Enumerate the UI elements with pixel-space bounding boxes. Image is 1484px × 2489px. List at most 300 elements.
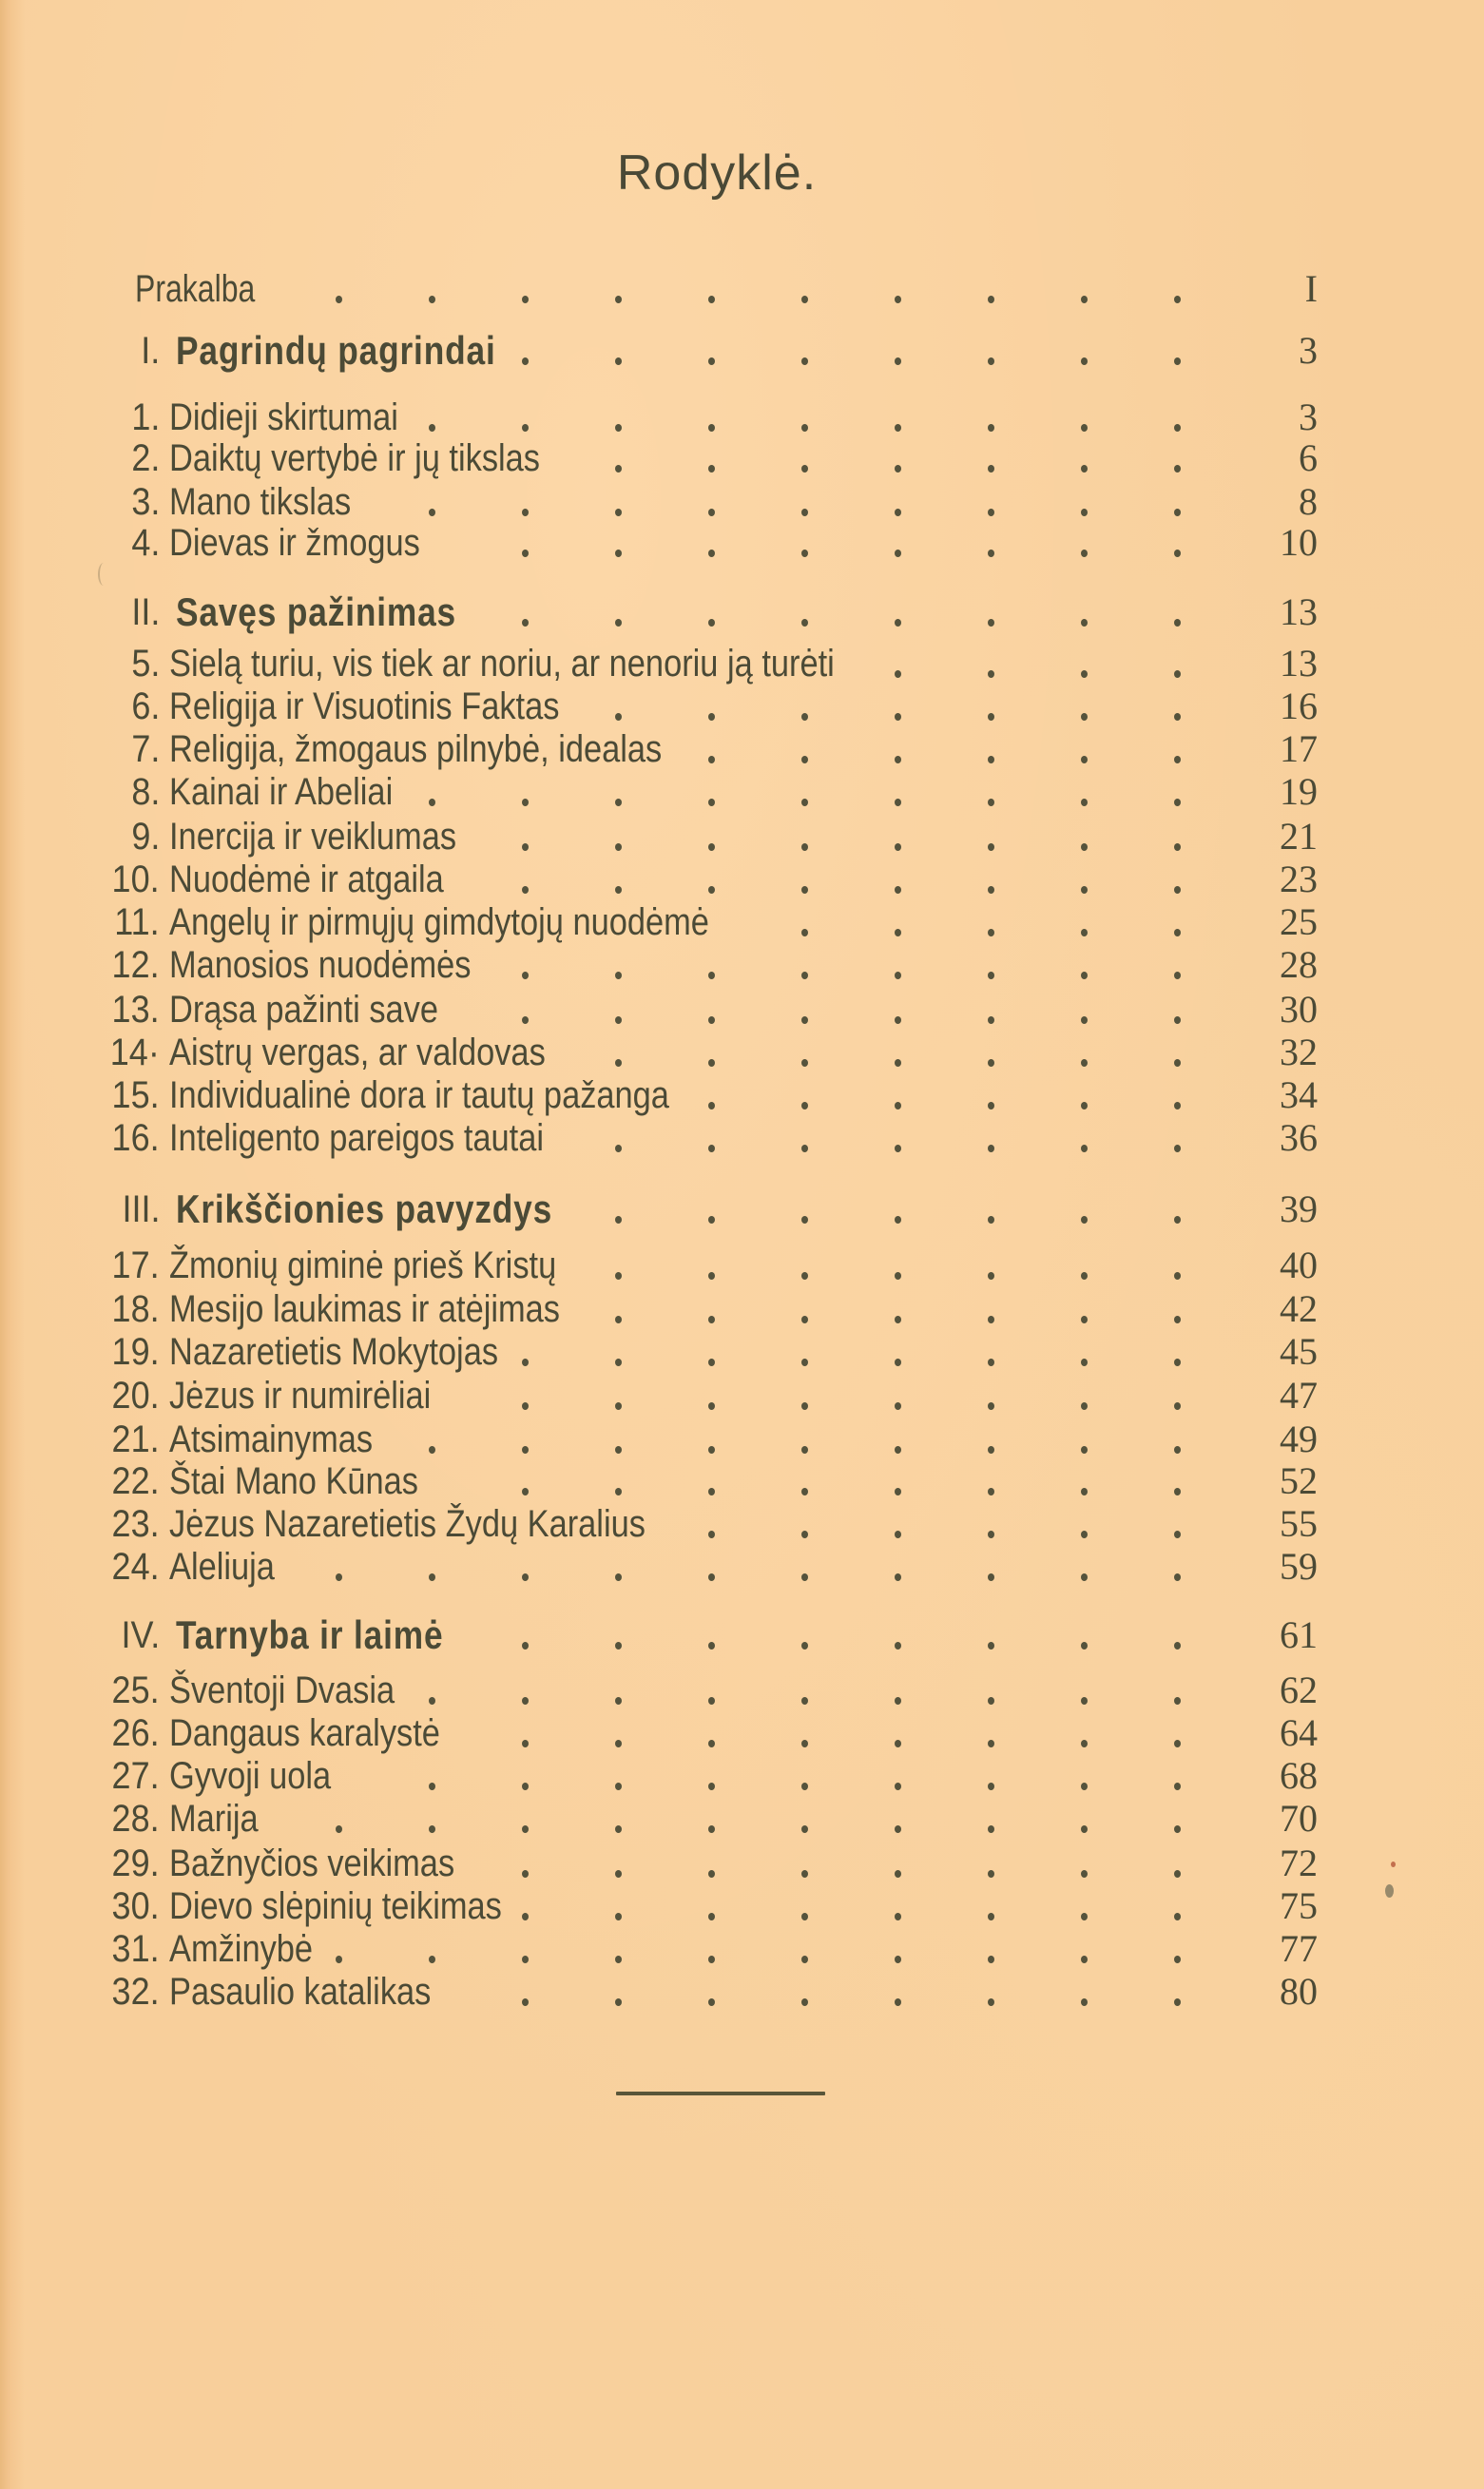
leader-dot xyxy=(615,1359,622,1366)
entry-title: Prakalba xyxy=(135,268,256,310)
entry-page-number: 10 xyxy=(1280,521,1318,564)
entry-number: 25. xyxy=(111,1669,160,1711)
leader-dot xyxy=(988,756,994,763)
entry-number: III. xyxy=(121,1188,160,1230)
entry-page-number: 47 xyxy=(1280,1374,1318,1417)
leader-dot xyxy=(895,1740,901,1747)
leader-dot xyxy=(988,713,994,721)
entry-number: 10. xyxy=(111,859,160,900)
leader-dot xyxy=(522,1956,529,1963)
entry-title: Pagrindų pagrindai xyxy=(176,328,496,373)
toc-entry xyxy=(0,1842,1484,1885)
entry-number: 9. xyxy=(130,816,160,858)
leader-dot xyxy=(615,1016,622,1024)
leader-dot xyxy=(1174,1016,1181,1024)
leader-dot xyxy=(1081,1488,1088,1495)
leader-dot xyxy=(988,1740,994,1747)
toc-entry xyxy=(0,1031,1484,1074)
leader-dot xyxy=(522,1913,529,1920)
leader-dot xyxy=(1174,929,1181,936)
entry-title: Amžinybė xyxy=(169,1928,314,1970)
toc-entry xyxy=(0,480,1484,524)
leader-dot xyxy=(1081,1573,1088,1581)
leader-dot xyxy=(1081,843,1088,851)
leader-dot xyxy=(1081,1998,1088,2006)
leader-dot xyxy=(708,1216,715,1224)
entry-page-number: 23 xyxy=(1280,858,1318,900)
leader-dot xyxy=(522,1488,529,1495)
leader-dot xyxy=(615,1642,622,1650)
leader-dot xyxy=(708,713,715,721)
leader-dot xyxy=(801,1642,808,1650)
entry-title: Didieji skirtumai xyxy=(169,396,398,438)
leader-dot xyxy=(522,1573,529,1581)
leader-dot xyxy=(615,1913,622,1920)
leader-dot xyxy=(1081,972,1088,979)
leader-dot xyxy=(1174,1697,1181,1705)
paper-speck xyxy=(1385,1884,1394,1898)
leader-dot xyxy=(988,1913,994,1920)
entry-page-number: 3 xyxy=(1299,396,1318,438)
entry-title: Žmonių giminė prieš Kristų xyxy=(169,1244,557,1286)
leader-dot xyxy=(336,1573,342,1581)
entry-page-number: I xyxy=(1304,267,1318,310)
entry-title: Kainai ir Abeliai xyxy=(169,771,394,813)
entry-title: Drąsa pažinti save xyxy=(169,989,438,1031)
leader-dot xyxy=(895,509,901,516)
leader-dot xyxy=(895,550,901,557)
leader-dot xyxy=(615,357,622,365)
leader-dot xyxy=(1174,799,1181,806)
leader-dot xyxy=(801,1913,808,1920)
leader-dot xyxy=(895,1531,901,1538)
leader-dot xyxy=(1174,465,1181,473)
leader-dot xyxy=(522,296,529,303)
leader-dot xyxy=(895,357,901,365)
leader-dot xyxy=(1081,799,1088,806)
leader-dot xyxy=(1174,756,1181,763)
leader-dot xyxy=(1081,1740,1088,1747)
leader-dot xyxy=(801,1059,808,1067)
leader-dot xyxy=(1081,619,1088,627)
entry-number: 4. xyxy=(130,522,160,564)
leader-dot xyxy=(988,929,994,936)
closing-rule xyxy=(616,2092,825,2095)
leader-dot xyxy=(615,1697,622,1705)
toc-entry xyxy=(0,815,1484,859)
leader-dot xyxy=(708,424,715,432)
entry-title: Daiktų vertybė ir jų tikslas xyxy=(169,437,540,479)
leader-dot xyxy=(801,550,808,557)
entry-page-number: 13 xyxy=(1280,590,1318,633)
leader-dot xyxy=(708,1316,715,1323)
leader-dot xyxy=(801,296,808,303)
leader-dot xyxy=(895,1359,901,1366)
entry-page-number: 59 xyxy=(1280,1545,1318,1588)
leader-dot xyxy=(988,1531,994,1538)
leader-dot xyxy=(522,1870,529,1878)
leader-dot xyxy=(988,1488,994,1495)
entry-number: 16. xyxy=(111,1117,160,1159)
leader-dot xyxy=(895,1102,901,1109)
leader-dot xyxy=(522,1016,529,1024)
entry-number: 22. xyxy=(111,1460,160,1502)
leader-dot xyxy=(895,1956,901,1963)
leader-dot xyxy=(1081,756,1088,763)
leader-dot xyxy=(895,972,901,979)
leader-dot xyxy=(708,843,715,851)
leader-dot xyxy=(1174,1402,1181,1410)
leader-dot xyxy=(1174,1145,1181,1152)
leader-dot xyxy=(708,1145,715,1152)
leader-dot xyxy=(708,1870,715,1878)
entry-title: Religija ir Visuotinis Faktas xyxy=(169,685,560,727)
entry-page-number: 52 xyxy=(1280,1459,1318,1502)
leader-dot xyxy=(708,465,715,473)
leader-dot xyxy=(615,509,622,516)
leader-dot xyxy=(708,1573,715,1581)
leader-dot xyxy=(1081,1870,1088,1878)
leader-dot xyxy=(895,1059,901,1067)
entry-title: Mano tikslas xyxy=(169,481,352,523)
entry-page-number: 39 xyxy=(1280,1187,1318,1230)
leader-dot xyxy=(801,1870,808,1878)
margin-pencil-mark xyxy=(98,563,109,586)
entry-page-number: 64 xyxy=(1280,1711,1318,1754)
toc-entry xyxy=(0,943,1484,987)
entry-number: 8. xyxy=(130,771,160,813)
leader-dot xyxy=(801,886,808,894)
leader-dot xyxy=(1081,509,1088,516)
leader-dot xyxy=(615,1316,622,1323)
leader-dot xyxy=(708,550,715,557)
leader-dot xyxy=(615,1402,622,1410)
leader-dot xyxy=(988,465,994,473)
leader-dot xyxy=(1081,1102,1088,1109)
leader-dot xyxy=(1174,1870,1181,1878)
toc-entry xyxy=(0,1669,1484,1712)
leader-dot xyxy=(988,1642,994,1650)
leader-dot xyxy=(429,296,435,303)
leader-dot xyxy=(708,1446,715,1454)
leader-dot xyxy=(801,756,808,763)
leader-dot xyxy=(1174,670,1181,678)
toc-entry xyxy=(0,1418,1484,1461)
leader-dot xyxy=(429,1697,435,1705)
toc-section-heading xyxy=(0,1613,1484,1657)
entry-title: Šventoji Dvasia xyxy=(169,1669,395,1711)
leader-dot xyxy=(895,713,901,721)
leader-dot xyxy=(1174,1488,1181,1495)
entry-title: Inercija ir veiklumas xyxy=(169,816,457,858)
entry-page-number: 17 xyxy=(1280,727,1318,770)
leader-dot xyxy=(988,1697,994,1705)
entry-page-number: 16 xyxy=(1280,685,1318,727)
leader-dot xyxy=(801,1573,808,1581)
leader-dot xyxy=(615,886,622,894)
entry-number: 12. xyxy=(111,944,160,986)
toc-entry xyxy=(0,1502,1484,1546)
entry-title: Aistrų vergas, ar valdovas xyxy=(169,1032,546,1073)
entry-number: 6. xyxy=(130,685,160,727)
entry-number: 27. xyxy=(111,1755,160,1797)
toc-entry xyxy=(0,900,1484,944)
leader-dot xyxy=(988,1998,994,2006)
toc-entry xyxy=(0,642,1484,685)
leader-dot xyxy=(429,424,435,432)
leader-dot xyxy=(1174,1359,1181,1366)
leader-dot xyxy=(895,619,901,627)
leader-dot xyxy=(1174,1272,1181,1280)
leader-dot xyxy=(1174,357,1181,365)
leader-dot xyxy=(1174,1573,1181,1581)
entry-title: Mesijo laukimas ir atėjimas xyxy=(169,1288,561,1330)
leader-dot xyxy=(895,1642,901,1650)
leader-dot xyxy=(1081,670,1088,678)
leader-dot xyxy=(708,357,715,365)
leader-dot xyxy=(801,1272,808,1280)
toc-entry xyxy=(0,685,1484,728)
entry-number: 32. xyxy=(111,1971,160,2013)
leader-dot xyxy=(801,1783,808,1790)
entry-title: Jėzus Nazaretietis Žydų Karalius xyxy=(169,1503,646,1545)
entry-page-number: 30 xyxy=(1280,988,1318,1031)
toc-section-heading xyxy=(0,1187,1484,1231)
leader-dot xyxy=(1081,1642,1088,1650)
leader-dot xyxy=(895,1913,901,1920)
leader-dot xyxy=(801,1488,808,1495)
leader-dot xyxy=(522,619,529,627)
leader-dot xyxy=(708,1402,715,1410)
entry-page-number: 13 xyxy=(1280,642,1318,685)
toc-entry xyxy=(0,1330,1484,1374)
entry-number: 3. xyxy=(130,481,160,523)
toc-entry xyxy=(0,1073,1484,1117)
leader-dot xyxy=(708,1783,715,1790)
entry-title: Atsimainymas xyxy=(169,1418,374,1460)
leader-dot xyxy=(1081,1016,1088,1024)
entry-number: 23. xyxy=(111,1503,160,1545)
entry-page-number: 49 xyxy=(1280,1418,1318,1460)
entry-page-number: 70 xyxy=(1280,1797,1318,1840)
entry-page-number: 45 xyxy=(1280,1330,1318,1373)
leader-dot xyxy=(429,1956,435,1963)
entry-number: II. xyxy=(130,591,160,633)
leader-dot xyxy=(801,1825,808,1833)
leader-dot xyxy=(988,1402,994,1410)
entry-page-number: 32 xyxy=(1280,1031,1318,1073)
leader-dot xyxy=(708,1642,715,1650)
entry-number: 26. xyxy=(111,1712,160,1754)
leader-dot xyxy=(895,1998,901,2006)
leader-dot xyxy=(1081,1446,1088,1454)
leader-dot xyxy=(988,670,994,678)
leader-dot xyxy=(1081,1956,1088,1963)
leader-dot xyxy=(801,1016,808,1024)
leader-dot xyxy=(708,1998,715,2006)
entry-page-number: 21 xyxy=(1280,815,1318,858)
leader-dot xyxy=(988,509,994,516)
leader-dot xyxy=(522,1697,529,1705)
leader-dot xyxy=(522,972,529,979)
leader-dot xyxy=(708,1488,715,1495)
leader-dot xyxy=(429,509,435,516)
entry-page-number: 62 xyxy=(1280,1669,1318,1711)
leader-dot xyxy=(895,670,901,678)
entry-number: 30. xyxy=(111,1885,160,1927)
entry-page-number: 40 xyxy=(1280,1244,1318,1286)
toc-entry xyxy=(0,727,1484,771)
entry-number: 19. xyxy=(111,1331,160,1373)
leader-dot xyxy=(522,886,529,894)
leader-dot xyxy=(615,550,622,557)
entry-number: 2. xyxy=(130,437,160,479)
leader-dot xyxy=(1174,1316,1181,1323)
paper-speck xyxy=(1391,1862,1396,1867)
leader-dot xyxy=(895,1697,901,1705)
leader-dot xyxy=(1174,1531,1181,1538)
entry-number: 24. xyxy=(111,1546,160,1588)
leader-dot xyxy=(1081,1913,1088,1920)
leader-dot xyxy=(895,1573,901,1581)
entry-title: Gyvoji uola xyxy=(169,1755,332,1797)
leader-dot xyxy=(708,1956,715,1963)
leader-dot xyxy=(988,424,994,432)
entry-page-number: 36 xyxy=(1280,1116,1318,1159)
leader-dot xyxy=(615,1740,622,1747)
leader-dot xyxy=(1174,1913,1181,1920)
leader-dot xyxy=(988,972,994,979)
leader-dot xyxy=(1174,1825,1181,1833)
entry-number: I. xyxy=(140,330,160,372)
leader-dot xyxy=(522,1740,529,1747)
leader-dot xyxy=(801,1359,808,1366)
leader-dot xyxy=(988,1059,994,1067)
leader-dot xyxy=(1174,1102,1181,1109)
entry-number: 31. xyxy=(111,1928,160,1970)
toc-section-heading xyxy=(0,329,1484,373)
leader-dot xyxy=(708,1697,715,1705)
toc-entry xyxy=(0,521,1484,565)
leader-dot xyxy=(988,1272,994,1280)
entry-number: 7. xyxy=(130,728,160,770)
leader-dot xyxy=(1081,1825,1088,1833)
leader-dot xyxy=(895,1870,901,1878)
leader-dot xyxy=(988,296,994,303)
leader-dot xyxy=(1081,357,1088,365)
leader-dot xyxy=(988,1870,994,1878)
leader-dot xyxy=(988,1016,994,1024)
leader-dot xyxy=(522,799,529,806)
leader-dot xyxy=(708,1531,715,1538)
leader-dot xyxy=(1081,1272,1088,1280)
entry-number: 29. xyxy=(111,1843,160,1884)
leader-dot xyxy=(801,619,808,627)
leader-dot xyxy=(1081,886,1088,894)
leader-dot xyxy=(895,1316,901,1323)
leader-dot xyxy=(522,424,529,432)
toc-preface-entry xyxy=(0,267,1484,311)
leader-dot xyxy=(708,296,715,303)
leader-dot xyxy=(1081,1145,1088,1152)
entry-number: 21. xyxy=(111,1418,160,1460)
leader-dot xyxy=(522,1359,529,1366)
toc-entry xyxy=(0,1797,1484,1841)
leader-dot xyxy=(801,1102,808,1109)
leader-dot xyxy=(988,619,994,627)
leader-dot xyxy=(1174,843,1181,851)
leader-dot xyxy=(801,1446,808,1454)
leader-dot xyxy=(522,509,529,516)
leader-dot xyxy=(988,357,994,365)
leader-dot xyxy=(708,1016,715,1024)
entry-number: 15. xyxy=(111,1074,160,1116)
entry-title: Inteligento pareigos tautai xyxy=(169,1117,544,1159)
leader-dot xyxy=(801,465,808,473)
entry-title: Jėzus ir numirėliai xyxy=(169,1375,432,1417)
leader-dot xyxy=(429,1446,435,1454)
toc-entry xyxy=(0,988,1484,1032)
leader-dot xyxy=(895,799,901,806)
leader-dot xyxy=(708,1059,715,1067)
leader-dot xyxy=(801,1216,808,1224)
toc-entry xyxy=(0,1287,1484,1331)
entry-page-number: 72 xyxy=(1280,1842,1318,1884)
leader-dot xyxy=(1174,550,1181,557)
leader-dot xyxy=(988,1446,994,1454)
leader-dot xyxy=(1081,1531,1088,1538)
leader-dot xyxy=(1174,713,1181,721)
leader-dot xyxy=(801,1740,808,1747)
entry-title: Savęs pažinimas xyxy=(176,589,456,634)
leader-dot xyxy=(708,972,715,979)
leader-dot xyxy=(1081,550,1088,557)
entry-page-number: 68 xyxy=(1280,1754,1318,1797)
leader-dot xyxy=(522,1446,529,1454)
leader-dot xyxy=(895,1272,901,1280)
leader-dot xyxy=(988,843,994,851)
leader-dot xyxy=(1174,1216,1181,1224)
leader-dot xyxy=(615,1059,622,1067)
leader-dot xyxy=(1174,1740,1181,1747)
entry-number: 13. xyxy=(111,989,160,1031)
leader-dot xyxy=(522,1998,529,2006)
leader-dot xyxy=(801,1998,808,2006)
entry-number: IV. xyxy=(121,1614,160,1656)
leader-dot xyxy=(895,929,901,936)
leader-dot xyxy=(1081,1402,1088,1410)
leader-dot xyxy=(615,972,622,979)
toc-section-heading xyxy=(0,590,1484,634)
leader-dot xyxy=(895,424,901,432)
page-title: Rodyklė. xyxy=(616,145,818,201)
leader-dot xyxy=(895,1016,901,1024)
leader-dot xyxy=(708,509,715,516)
leader-dot xyxy=(1174,1446,1181,1454)
leader-dot xyxy=(895,1825,901,1833)
leader-dot xyxy=(708,1102,715,1109)
leader-dot xyxy=(801,1145,808,1152)
toc-entry xyxy=(0,1754,1484,1798)
toc-entry xyxy=(0,1711,1484,1755)
toc-entry xyxy=(0,1244,1484,1287)
leader-dot xyxy=(1174,424,1181,432)
leader-dot xyxy=(988,1145,994,1152)
leader-dot xyxy=(1081,1059,1088,1067)
entry-page-number: 25 xyxy=(1280,900,1318,943)
leader-dot xyxy=(801,357,808,365)
leader-dot xyxy=(708,619,715,627)
